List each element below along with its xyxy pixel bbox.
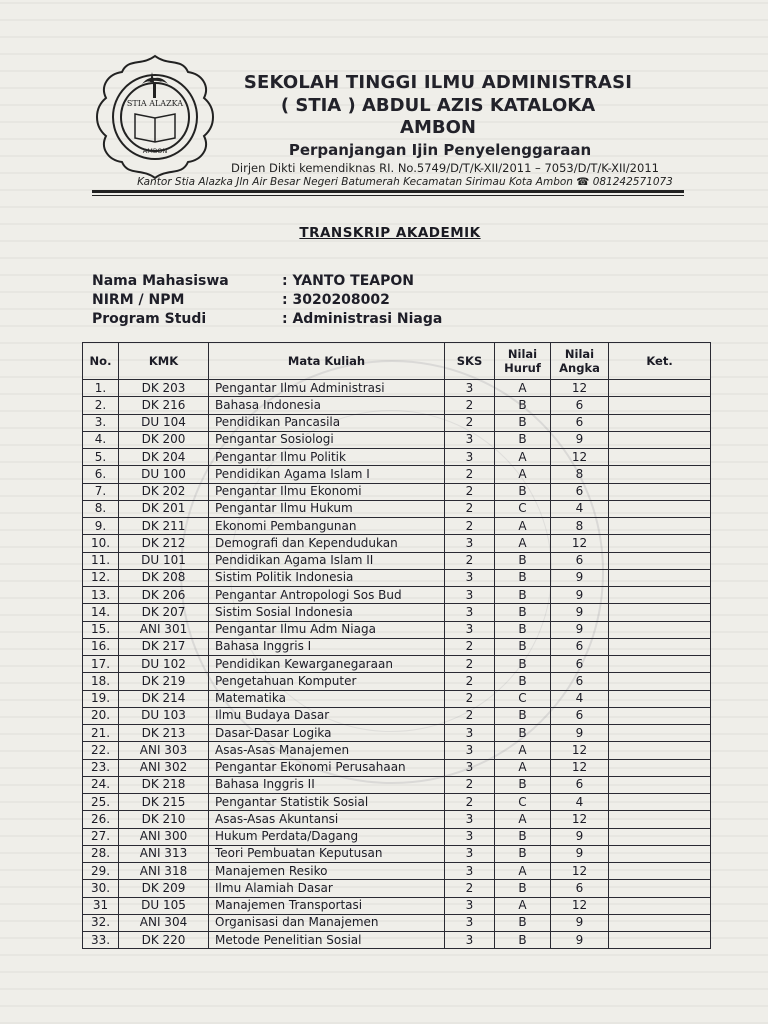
table-row <box>83 707 711 724</box>
table-row <box>83 776 711 793</box>
cell-number-grade: 9 <box>551 621 609 638</box>
cell-number-grade: 9 <box>551 587 609 604</box>
cell-sks: 2 <box>445 776 495 793</box>
cell-sks: 2 <box>445 656 495 673</box>
cell-sks: 3 <box>445 569 495 586</box>
col-header-course: Mata Kuliah <box>209 343 445 380</box>
cell-notes <box>609 380 711 397</box>
cell-notes <box>609 414 711 431</box>
table-row <box>83 380 711 397</box>
cell-notes <box>609 466 711 483</box>
cell-kmk: DK 216 <box>119 397 209 414</box>
cell-letter-grade: A <box>495 811 551 828</box>
cell-letter-grade: A <box>495 380 551 397</box>
cell-kmk: DK 220 <box>119 932 209 949</box>
table-row <box>83 500 711 517</box>
cell-sks: 3 <box>445 725 495 742</box>
cell-letter-grade: B <box>495 414 551 431</box>
cell-number-grade: 6 <box>551 880 609 897</box>
cell-notes <box>609 552 711 569</box>
cell-kmk: DK 214 <box>119 690 209 707</box>
cell-number-grade: 12 <box>551 759 609 776</box>
cell-no: 8. <box>83 500 119 517</box>
cell-no: 20. <box>83 707 119 724</box>
cell-course: Pengantar Ilmu Hukum <box>209 500 445 517</box>
cell-sks: 3 <box>445 897 495 914</box>
cell-notes <box>609 863 711 880</box>
cell-notes <box>609 518 711 535</box>
cell-no: 5. <box>83 449 119 466</box>
table-row <box>83 621 711 638</box>
cell-kmk: DU 100 <box>119 466 209 483</box>
cell-course: Pengantar Ilmu Politik <box>209 449 445 466</box>
cell-notes <box>609 397 711 414</box>
cell-letter-grade: B <box>495 673 551 690</box>
cell-no: 1. <box>83 380 119 397</box>
cell-letter-grade: C <box>495 500 551 517</box>
institution-city: AMBON <box>400 117 476 138</box>
cell-no: 15. <box>83 621 119 638</box>
cell-kmk: DU 105 <box>119 897 209 914</box>
cell-letter-grade: C <box>495 794 551 811</box>
cell-course: Organisasi dan Manajemen <box>209 914 445 931</box>
cell-letter-grade: A <box>495 466 551 483</box>
cell-sks: 2 <box>445 397 495 414</box>
table-row <box>83 742 711 759</box>
cell-number-grade: 6 <box>551 552 609 569</box>
cell-sks: 2 <box>445 518 495 535</box>
col-header-no: No. <box>83 343 119 380</box>
cell-course: Dasar-Dasar Logika <box>209 725 445 742</box>
cell-sks: 3 <box>445 380 495 397</box>
cell-course: Ilmu Budaya Dasar <box>209 707 445 724</box>
cell-course: Bahasa Inggris I <box>209 638 445 655</box>
cell-letter-grade: B <box>495 707 551 724</box>
cell-kmk: DK 207 <box>119 604 209 621</box>
table-row <box>83 690 711 707</box>
col-header-sks: SKS <box>445 343 495 380</box>
cell-sks: 3 <box>445 759 495 776</box>
cell-letter-grade: A <box>495 863 551 880</box>
cell-course: Pengantar Sosiologi <box>209 431 445 448</box>
cell-course: Pengantar Statistik Sosial <box>209 794 445 811</box>
cell-course: Sistim Sosial Indonesia <box>209 604 445 621</box>
cell-notes <box>609 604 711 621</box>
cell-notes <box>609 759 711 776</box>
institution-subname: ( STIA ) ABDUL AZIS KATALOKA <box>280 95 596 116</box>
cell-no: 25. <box>83 794 119 811</box>
cell-sks: 2 <box>445 414 495 431</box>
cell-number-grade: 6 <box>551 656 609 673</box>
cell-no: 6. <box>83 466 119 483</box>
table-row <box>83 794 711 811</box>
cell-number-grade: 6 <box>551 673 609 690</box>
cell-number-grade: 8 <box>551 518 609 535</box>
cell-letter-grade: B <box>495 569 551 586</box>
cell-course: Ilmu Alamiah Dasar <box>209 880 445 897</box>
table-row <box>83 397 711 414</box>
table-row <box>83 673 711 690</box>
cell-sks: 2 <box>445 880 495 897</box>
cell-sks: 2 <box>445 794 495 811</box>
cell-kmk: ANI 313 <box>119 845 209 862</box>
cell-sks: 3 <box>445 914 495 931</box>
cell-letter-grade: B <box>495 845 551 862</box>
table-row <box>83 483 711 500</box>
cell-kmk: ANI 302 <box>119 759 209 776</box>
cell-kmk: DK 210 <box>119 811 209 828</box>
cell-number-grade: 9 <box>551 845 609 862</box>
logo-text-top: STIA ALAZKA <box>126 99 184 108</box>
table-row <box>83 535 711 552</box>
header-divider-thin <box>92 195 684 196</box>
cell-course: Pendidikan Agama Islam I <box>209 466 445 483</box>
cell-notes <box>609 431 711 448</box>
cell-course: Pendidikan Kewarganegaraan <box>209 656 445 673</box>
cell-letter-grade: B <box>495 587 551 604</box>
cell-no: 29. <box>83 863 119 880</box>
table-row <box>83 604 711 621</box>
cell-kmk: DK 201 <box>119 500 209 517</box>
table-row <box>83 449 711 466</box>
cell-number-grade: 9 <box>551 828 609 845</box>
document-title: TRANSKRIP AKADEMIK <box>299 225 481 241</box>
cell-kmk: ANI 300 <box>119 828 209 845</box>
cell-letter-grade: B <box>495 552 551 569</box>
cell-number-grade: 4 <box>551 500 609 517</box>
cell-letter-grade: B <box>495 725 551 742</box>
table-row <box>83 518 711 535</box>
cell-kmk: DU 103 <box>119 707 209 724</box>
cell-course: Hukum Perdata/Dagang <box>209 828 445 845</box>
cell-letter-grade: A <box>495 897 551 914</box>
cell-course: Matematika <box>209 690 445 707</box>
student-name-label: Nama Mahasiswa <box>92 273 229 289</box>
cell-letter-grade: B <box>495 397 551 414</box>
cell-course: Asas-Asas Akuntansi <box>209 811 445 828</box>
cell-sks: 2 <box>445 673 495 690</box>
cell-no: 3. <box>83 414 119 431</box>
cell-sks: 2 <box>445 638 495 655</box>
cell-kmk: DK 215 <box>119 794 209 811</box>
cell-no: 18. <box>83 673 119 690</box>
logo-text-bottom: AMBON <box>142 147 168 155</box>
cell-no: 10. <box>83 535 119 552</box>
cell-number-grade: 6 <box>551 397 609 414</box>
cell-notes <box>609 500 711 517</box>
cell-no: 27. <box>83 828 119 845</box>
student-nirm-value: : 3020208002 <box>282 292 390 308</box>
cell-kmk: ANI 318 <box>119 863 209 880</box>
cell-course: Pendidikan Pancasila <box>209 414 445 431</box>
table-row <box>83 466 711 483</box>
cell-sks: 3 <box>445 587 495 604</box>
cell-number-grade: 4 <box>551 794 609 811</box>
cell-sks: 3 <box>445 742 495 759</box>
cell-sks: 2 <box>445 466 495 483</box>
cell-no: 12. <box>83 569 119 586</box>
cell-no: 32. <box>83 914 119 931</box>
cell-letter-grade: B <box>495 638 551 655</box>
cell-sks: 2 <box>445 552 495 569</box>
cell-letter-grade: B <box>495 431 551 448</box>
cell-sks: 3 <box>445 811 495 828</box>
cell-letter-grade: B <box>495 483 551 500</box>
cell-letter-grade: B <box>495 656 551 673</box>
cell-course: Pengantar Ilmu Adm Niaga <box>209 621 445 638</box>
cell-kmk: DK 204 <box>119 449 209 466</box>
cell-kmk: DK 202 <box>119 483 209 500</box>
cell-course: Teori Pembuatan Keputusan <box>209 845 445 862</box>
cell-no: 21. <box>83 725 119 742</box>
cell-course: Ekonomi Pembangunan <box>209 518 445 535</box>
table-header-row <box>83 343 711 380</box>
cell-letter-grade: A <box>495 535 551 552</box>
cell-kmk: DK 213 <box>119 725 209 742</box>
col-header-number-grade: Nilai Angka <box>551 343 609 380</box>
cell-number-grade: 6 <box>551 483 609 500</box>
table-row <box>83 414 711 431</box>
cell-notes <box>609 569 711 586</box>
cell-notes <box>609 707 711 724</box>
col-header-letter-grade: Nilai Huruf <box>495 343 551 380</box>
cell-course: Sistim Politik Indonesia <box>209 569 445 586</box>
cell-number-grade: 12 <box>551 380 609 397</box>
cell-course: Bahasa Indonesia <box>209 397 445 414</box>
col-header-kmk: KMK <box>119 343 209 380</box>
cell-course: Pengantar Ilmu Ekonomi <box>209 483 445 500</box>
cell-kmk: DK 212 <box>119 535 209 552</box>
cell-number-grade: 9 <box>551 569 609 586</box>
col-header-notes: Ket. <box>609 343 711 380</box>
cell-no: 14. <box>83 604 119 621</box>
cell-course: Metode Penelitian Sosial <box>209 932 445 949</box>
cell-no: 28. <box>83 845 119 862</box>
cell-notes <box>609 656 711 673</box>
cell-number-grade: 6 <box>551 414 609 431</box>
cell-notes <box>609 897 711 914</box>
cell-sks: 3 <box>445 863 495 880</box>
cell-letter-grade: B <box>495 604 551 621</box>
stia-alazka-logo-icon <box>90 52 220 182</box>
cell-number-grade: 12 <box>551 863 609 880</box>
cell-course: Asas-Asas Manajemen <box>209 742 445 759</box>
cell-notes <box>609 811 711 828</box>
cell-number-grade: 8 <box>551 466 609 483</box>
table-row <box>83 569 711 586</box>
table-row <box>83 552 711 569</box>
cell-no: 24. <box>83 776 119 793</box>
cell-no: 26. <box>83 811 119 828</box>
table-row <box>83 725 711 742</box>
institution-name: SEKOLAH TINGGI ILMU ADMINISTRASI <box>243 72 633 93</box>
cell-sks: 3 <box>445 535 495 552</box>
cell-course: Pengantar Ilmu Administrasi <box>209 380 445 397</box>
cell-letter-grade: A <box>495 742 551 759</box>
cell-number-grade: 12 <box>551 535 609 552</box>
cell-number-grade: 12 <box>551 742 609 759</box>
cell-kmk: ANI 301 <box>119 621 209 638</box>
cell-notes <box>609 794 711 811</box>
cell-kmk: DK 200 <box>119 431 209 448</box>
cell-number-grade: 6 <box>551 638 609 655</box>
cell-no: 33. <box>83 932 119 949</box>
cell-notes <box>609 690 711 707</box>
cell-number-grade: 12 <box>551 449 609 466</box>
cell-letter-grade: B <box>495 932 551 949</box>
cell-letter-grade: B <box>495 828 551 845</box>
table-row <box>83 656 711 673</box>
cell-sks: 2 <box>445 500 495 517</box>
cell-sks: 2 <box>445 690 495 707</box>
cell-kmk: DU 104 <box>119 414 209 431</box>
cell-no: 11. <box>83 552 119 569</box>
cell-no: 31 <box>83 897 119 914</box>
cell-sks: 3 <box>445 932 495 949</box>
cell-letter-grade: A <box>495 759 551 776</box>
cell-number-grade: 9 <box>551 725 609 742</box>
table-row <box>83 811 711 828</box>
cell-sks: 3 <box>445 449 495 466</box>
student-program-value: : Administrasi Niaga <box>282 311 443 327</box>
cell-number-grade: 6 <box>551 707 609 724</box>
cell-number-grade: 4 <box>551 690 609 707</box>
cell-course: Pendidikan Agama Islam II <box>209 552 445 569</box>
cell-number-grade: 12 <box>551 897 609 914</box>
cell-sks: 3 <box>445 604 495 621</box>
cell-kmk: DU 101 <box>119 552 209 569</box>
cell-letter-grade: A <box>495 518 551 535</box>
cell-no: 30. <box>83 880 119 897</box>
cell-kmk: DK 206 <box>119 587 209 604</box>
grades-table <box>82 342 711 949</box>
cell-notes <box>609 845 711 862</box>
cell-notes <box>609 880 711 897</box>
table-row <box>83 914 711 931</box>
header-divider-thick <box>92 190 684 193</box>
cell-notes <box>609 776 711 793</box>
cell-course: Bahasa Inggris II <box>209 776 445 793</box>
table-row <box>83 845 711 862</box>
table-row <box>83 880 711 897</box>
cell-notes <box>609 638 711 655</box>
cell-sks: 3 <box>445 845 495 862</box>
cell-kmk: DK 217 <box>119 638 209 655</box>
license-heading: Perpanjangan Ijin Penyelenggaraan <box>288 141 592 159</box>
cell-number-grade: 9 <box>551 431 609 448</box>
cell-no: 7. <box>83 483 119 500</box>
cell-no: 17. <box>83 656 119 673</box>
cell-letter-grade: B <box>495 621 551 638</box>
table-row <box>83 587 711 604</box>
cell-notes <box>609 535 711 552</box>
cell-no: 23. <box>83 759 119 776</box>
cell-number-grade: 9 <box>551 914 609 931</box>
cell-no: 4. <box>83 431 119 448</box>
table-row <box>83 863 711 880</box>
table-row <box>83 759 711 776</box>
cell-notes <box>609 725 711 742</box>
cell-sks: 2 <box>445 707 495 724</box>
cell-sks: 3 <box>445 828 495 845</box>
cell-kmk: DK 219 <box>119 673 209 690</box>
cell-no: 9. <box>83 518 119 535</box>
cell-course: Manajemen Resiko <box>209 863 445 880</box>
cell-kmk: DK 208 <box>119 569 209 586</box>
cell-kmk: DU 102 <box>119 656 209 673</box>
cell-notes <box>609 932 711 949</box>
student-program-label: Program Studi <box>92 311 207 327</box>
office-address: Kantor Stia Alazka Jln Air Besar Negeri Batumerah Kecamatan Sirimau Kota Ambon ☎ 081242571073 <box>137 176 673 188</box>
cell-course: Manajemen Transportasi <box>209 897 445 914</box>
cell-course: Demografi dan Kependudukan <box>209 535 445 552</box>
cell-notes <box>609 621 711 638</box>
table-row <box>83 897 711 914</box>
cell-no: 2. <box>83 397 119 414</box>
table-row <box>83 828 711 845</box>
cell-notes <box>609 742 711 759</box>
cell-kmk: ANI 304 <box>119 914 209 931</box>
cell-notes <box>609 483 711 500</box>
cell-sks: 3 <box>445 431 495 448</box>
cell-course: Pengantar Antropologi Sos Bud <box>209 587 445 604</box>
cell-number-grade: 9 <box>551 604 609 621</box>
cell-no: 22. <box>83 742 119 759</box>
cell-number-grade: 12 <box>551 811 609 828</box>
cell-kmk: DK 209 <box>119 880 209 897</box>
cell-letter-grade: B <box>495 776 551 793</box>
cell-kmk: DK 211 <box>119 518 209 535</box>
student-name-value: : YANTO TEAPON <box>282 273 414 289</box>
cell-kmk: ANI 303 <box>119 742 209 759</box>
license-number: Dirjen Dikti kemendiknas RI. No.5749/D/T/K-XII/2011 – 7053/D/T/K-XII/2011 <box>231 161 659 175</box>
table-row <box>83 638 711 655</box>
cell-notes <box>609 673 711 690</box>
cell-notes <box>609 828 711 845</box>
cell-notes <box>609 449 711 466</box>
cell-no: 13. <box>83 587 119 604</box>
cell-number-grade: 9 <box>551 932 609 949</box>
cell-letter-grade: B <box>495 880 551 897</box>
cell-course: Pengantar Ekonomi Perusahaan <box>209 759 445 776</box>
cell-letter-grade: C <box>495 690 551 707</box>
cell-letter-grade: A <box>495 449 551 466</box>
cell-course: Pengetahuan Komputer <box>209 673 445 690</box>
cell-number-grade: 6 <box>551 776 609 793</box>
cell-sks: 2 <box>445 483 495 500</box>
table-row <box>83 431 711 448</box>
cell-letter-grade: B <box>495 914 551 931</box>
cell-no: 19. <box>83 690 119 707</box>
cell-kmk: DK 218 <box>119 776 209 793</box>
student-nirm-label: NIRM / NPM <box>92 292 185 308</box>
cell-no: 16. <box>83 638 119 655</box>
cell-sks: 3 <box>445 621 495 638</box>
cell-notes <box>609 587 711 604</box>
cell-notes <box>609 914 711 931</box>
table-row <box>83 932 711 949</box>
cell-kmk: DK 203 <box>119 380 209 397</box>
